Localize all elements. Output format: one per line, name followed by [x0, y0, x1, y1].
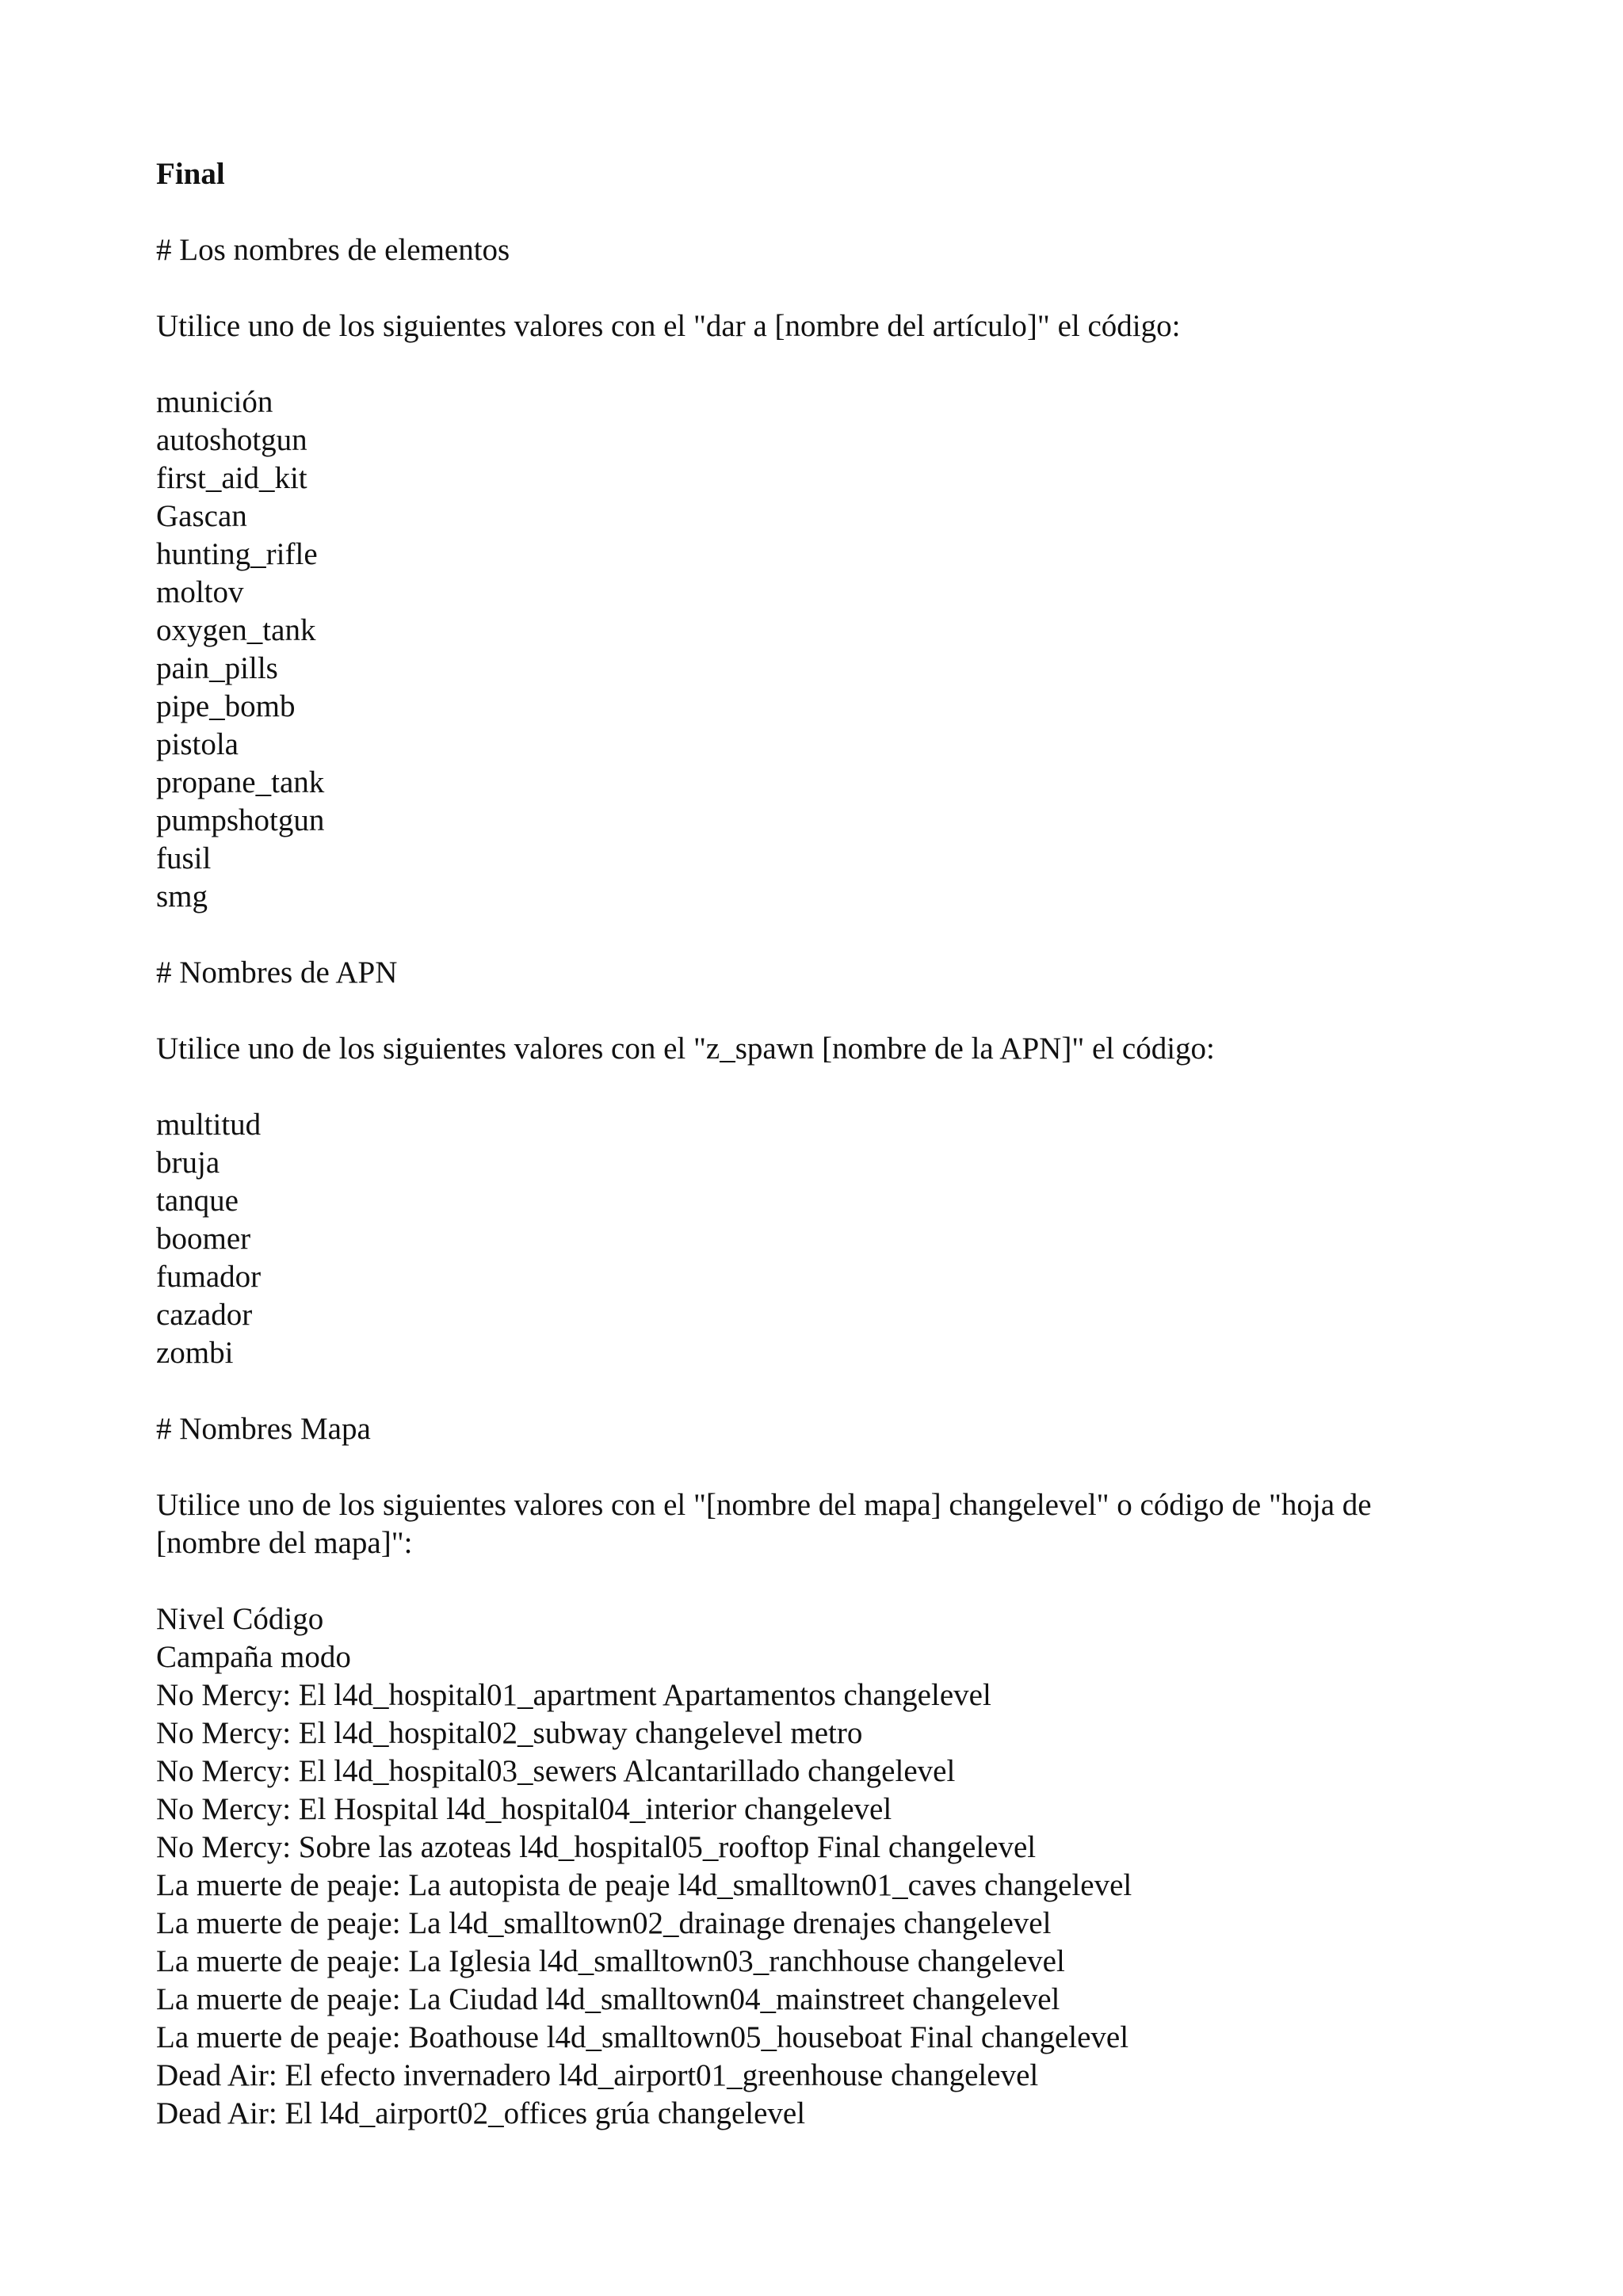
spacer	[156, 1448, 1503, 1486]
list-item: Dead Air: El efecto invernadero l4d_airport01_greenhouse changelevel	[156, 2058, 1039, 2092]
section-instruction-items: Utilice uno de los siguientes valores con el "dar a [nombre del artículo]" el código:	[156, 309, 1181, 343]
list-item: tanque	[156, 1184, 239, 1218]
list-item: munición	[156, 385, 273, 419]
list-item: pain_pills	[156, 651, 278, 685]
section-instruction-maps-line2: [nombre del mapa]":	[156, 1526, 413, 1560]
list-item: multitud	[156, 1108, 262, 1142]
list-item: La muerte de peaje: La l4d_smalltown02_drainage drenajes changelevel	[156, 1906, 1052, 1940]
list-item: pistola	[156, 727, 239, 761]
list-item: pumpshotgun	[156, 803, 325, 837]
list-item: pipe_bomb	[156, 689, 296, 723]
section-instruction-npc: Utilice uno de los siguientes valores con el "z_spawn [nombre de la APN]" el código:	[156, 1032, 1215, 1066]
map-names-list	[156, 1600, 1503, 2133]
list-item: bruja	[156, 1146, 220, 1180]
list-item: autoshotgun	[156, 423, 307, 457]
list-item: hunting_rifle	[156, 537, 318, 571]
list-item: first_aid_kit	[156, 461, 307, 495]
section-instruction-maps-line1: Utilice uno de los siguientes valores con el "[nombre del mapa] changelevel" o código de "hoja de	[156, 1488, 1372, 1522]
document-page	[156, 155, 1503, 2133]
spacer	[156, 916, 1503, 954]
list-item: cazador	[156, 1298, 253, 1332]
spacer	[156, 1562, 1503, 1600]
list-item: oxygen_tank	[156, 613, 316, 647]
list-item: Dead Air: El l4d_airport02_offices grúa changelevel	[156, 2096, 806, 2130]
npc-names-list	[156, 1106, 1503, 1372]
item-names-list	[156, 383, 1503, 916]
spacer	[156, 1372, 1503, 1410]
list-item: La muerte de peaje: La Iglesia l4d_smalltown03_ranchhouse changelevel	[156, 1944, 1065, 1978]
list-item: fumador	[156, 1260, 262, 1294]
list-item: propane_tank	[156, 765, 325, 799]
section-heading-maps: # Nombres Mapa	[156, 1412, 371, 1446]
list-item: Campaña modo	[156, 1640, 351, 1674]
spacer	[156, 1068, 1503, 1106]
list-item: No Mercy: El l4d_hospital01_apartment Apartamentos changelevel	[156, 1678, 991, 1712]
list-item: Nivel Código	[156, 1602, 324, 1636]
section-heading-npc: # Nombres de APN	[156, 955, 398, 990]
list-item: Gascan	[156, 499, 247, 533]
list-item: No Mercy: Sobre las azoteas l4d_hospital05_rooftop Final changelevel	[156, 1830, 1037, 1864]
spacer	[156, 269, 1503, 307]
document-title: Final	[156, 157, 225, 191]
section-heading-items: # Los nombres de elementos	[156, 233, 510, 267]
spacer	[156, 992, 1503, 1030]
spacer	[156, 193, 1503, 231]
list-item: moltov	[156, 575, 244, 609]
spacer	[156, 345, 1503, 383]
list-item: smg	[156, 879, 208, 913]
list-item: La muerte de peaje: La Ciudad l4d_smalltown04_mainstreet changelevel	[156, 1982, 1060, 2016]
list-item: La muerte de peaje: La autopista de peaje l4d_smalltown01_caves changelevel	[156, 1868, 1132, 1902]
list-item: No Mercy: El Hospital l4d_hospital04_interior changelevel	[156, 1792, 892, 1826]
list-item: No Mercy: El l4d_hospital02_subway changelevel metro	[156, 1716, 863, 1750]
list-item: La muerte de peaje: Boathouse l4d_smalltown05_houseboat Final changelevel	[156, 2020, 1129, 2054]
list-item: zombi	[156, 1336, 234, 1370]
list-item: boomer	[156, 1222, 251, 1256]
list-item: fusil	[156, 841, 212, 875]
list-item: No Mercy: El l4d_hospital03_sewers Alcantarillado changelevel	[156, 1754, 956, 1788]
